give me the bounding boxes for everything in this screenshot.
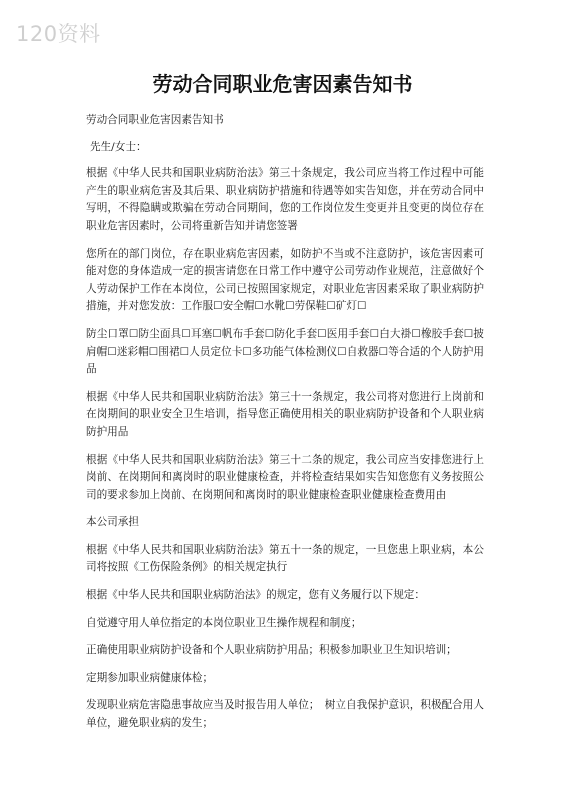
paragraph-protective-equipment: 防尘口罩☐防尘面具☐耳塞☐帆布手套☐防化手套☐医用手套☐白大褂☐橡胶手套☐披肩帽☐迷彩帽☐围裙☐人员定位卡☐多功能气体检测仪☐自救器☐等合适的个人防护用品 [86,327,484,376]
paragraph-obligations-intro: 根据《中华人民共和国职业病防治法》的规定，您有义务履行以下规定： [86,589,425,602]
document-subtitle: 劳动合同职业危害因素告知书 [86,114,224,126]
salutation: 先生/女士： [90,140,147,153]
paragraph-company-bears-cost: 本公司承担 [86,516,139,529]
paragraph-article-30: 根据《中华人民共和国职业病防治法》第三十条规定，我公司应当将工作过程中可能产生的职业病危害及其后果、职业病防护措施和待遇等如实告知您，并在劳动合同中写明，不得隐瞒或欺骗在劳动合同期间，您的工作岗位发生变更并且变更的岗位存在职业危害因素时，公司将重新告知并请您签署 [86,167,484,232]
watermark-logo: 120资料 [16,22,101,46]
paragraph-obligation-report: 发现职业病危害隐患事故应当及时报告用人单位； 树立自我保护意识，积极配合用人单位，避免职业病的发生； [86,699,484,730]
paragraph-article-51: 根据《中华人民共和国职业病防治法》第五十一条的规定，一旦您患上职业病，本公司将按照《工伤保险条例》的相关规定执行 [86,543,484,574]
paragraph-job-hazards: 您所在的部门岗位，存在职业病危害因素，如防护不当或不注意防护，该危害因素可能对您的身体造成一定的损害请您在日常工作中遵守公司劳动作业规范，注意做好个人劳动保护工作在本岗位，公司已按照国家规定，对职业危害因素采取了职业病防护措施，并对您发放：工作服☐安全帽☐水靴☐劳保鞋☐矿灯☐ [86,247,484,313]
document-body [86,112,484,743]
paragraph-obligation-checkup: 定期参加职业病健康体检； [86,671,214,684]
paragraph-obligation-rules: 自觉遵守用人单位指定的本岗位职业卫生操作规程和制度； [86,616,362,629]
paragraph-obligation-equipment: 正确使用职业病防护设备和个人职业病防护用品；积极参加职业卫生知识培训； [86,644,457,657]
paragraph-article-31: 根据《中华人民共和国职业病防治法》第三十一条规定，我公司将对您进行上岗前和在岗期间的职业安全卫生培训，指导您正确使用相关的职业病防护设备和个人职业病防护用品 [86,390,484,438]
document-title: 劳动合同职业危害因素告知书 [152,72,413,96]
paragraph-article-32: 根据《中华人民共和国职业病防治法》第三十二条的规定，我公司应当安排您进行上岗前、在岗期间和离岗时的职业健康检查，并将检查结果如实告知您您有义务按照公司的要求参加上岗前、在岗期间和离岗时的职业健康检查职业健康检查费用由 [86,453,484,501]
